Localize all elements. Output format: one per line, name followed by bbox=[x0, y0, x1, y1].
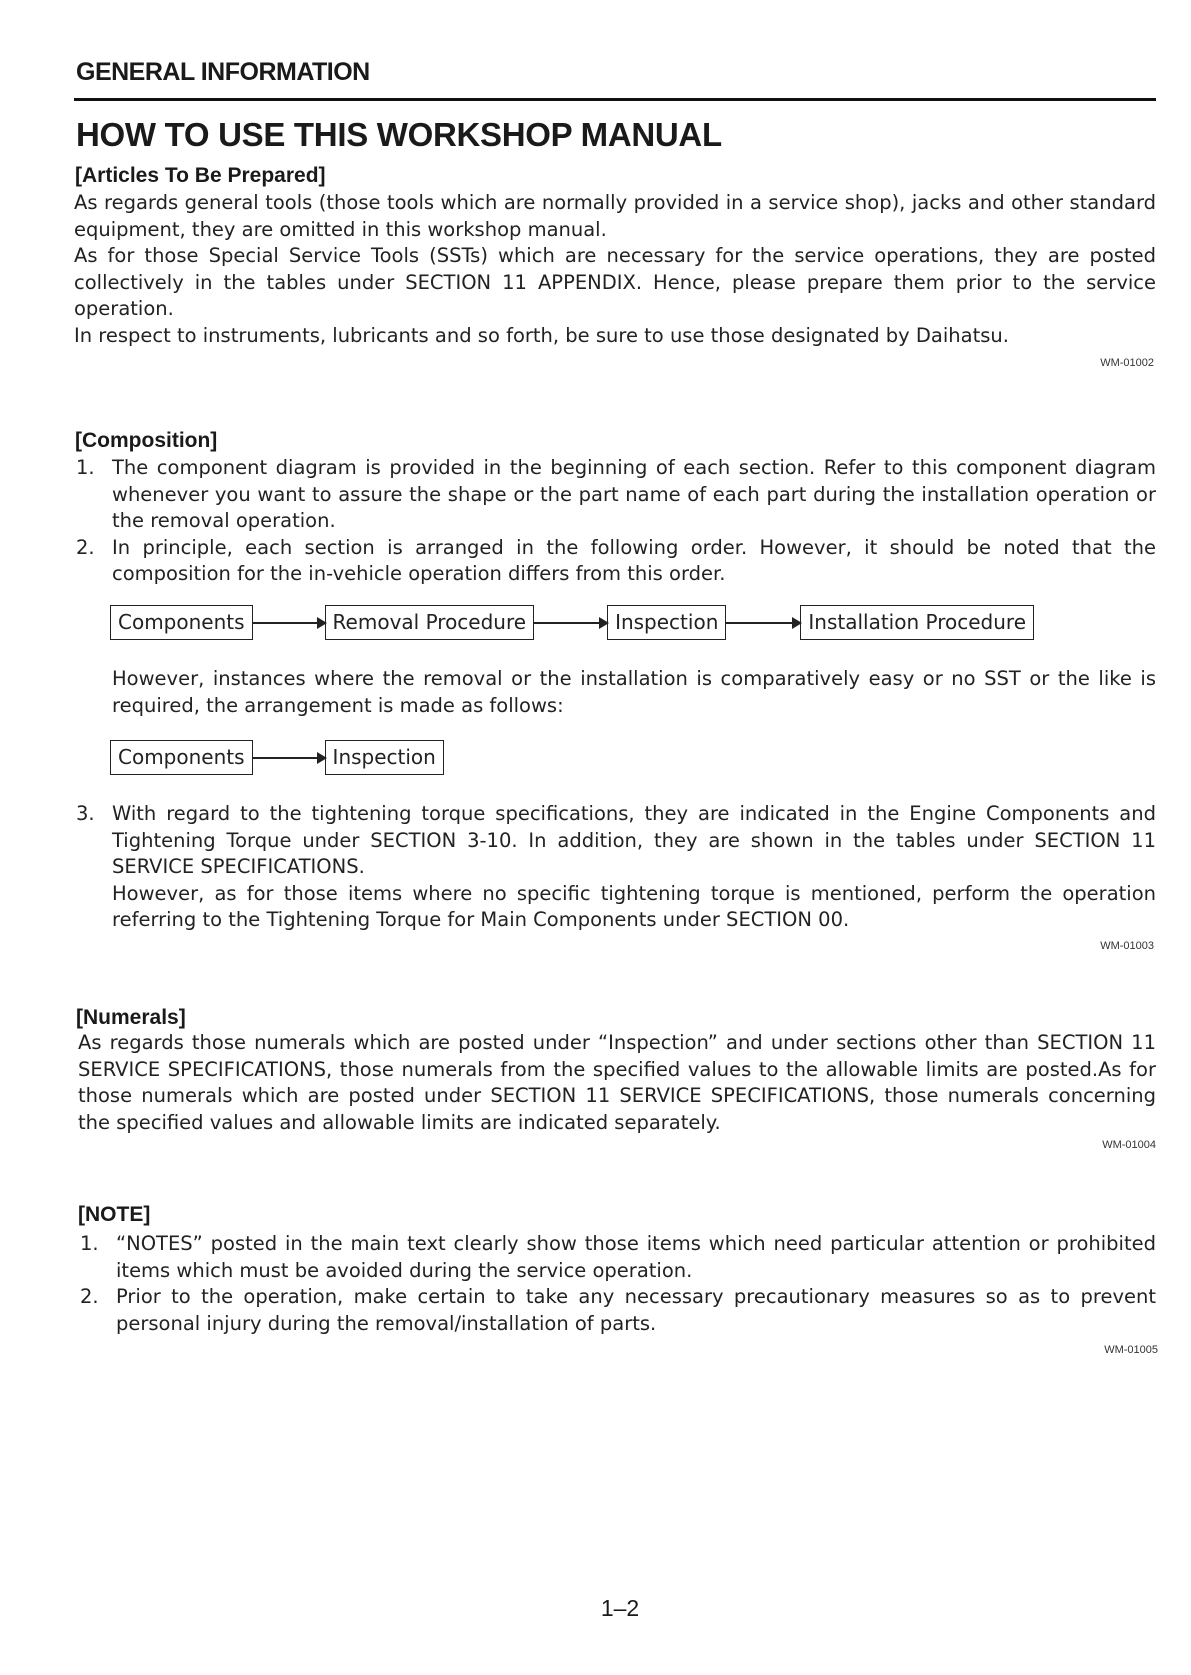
flow-box-components: Components bbox=[110, 740, 253, 775]
flow-box-removal-procedure: Removal Procedure bbox=[325, 605, 535, 640]
reference-code: WM-01005 bbox=[1104, 1344, 1158, 1356]
articles-paragraph: In respect to instruments, lubricants and so forth, be sure to use those designated by Daihatsu. bbox=[74, 323, 1009, 347]
list-item bbox=[76, 801, 1156, 934]
flow-box-components: Components bbox=[110, 605, 253, 640]
flow-arrow-icon bbox=[253, 757, 325, 759]
section-header: GENERAL INFORMATION bbox=[76, 58, 370, 86]
simplified-flow-diagram bbox=[110, 740, 444, 775]
reference-code: WM-01003 bbox=[1100, 940, 1154, 952]
item-text: In principle, each section is arranged in the following order. However, it should be noted that the composition for the in-vehicle operation differs from this order. bbox=[112, 535, 1156, 585]
flow-box-installation-procedure: Installation Procedure bbox=[800, 605, 1034, 640]
list-item bbox=[76, 455, 1156, 535]
item-number: 2. bbox=[80, 1285, 99, 1308]
page-number: 1–2 bbox=[600, 1595, 640, 1621]
reference-code: WM-01004 bbox=[1102, 1139, 1156, 1151]
note-heading: [NOTE] bbox=[78, 1203, 151, 1226]
item-text: With regard to the tightening torque specifications, they are indicated in the Engine Components and Tightening Torque under SECTION 3-10. In addition, they are shown in the tables under SECTION 11 SERVICE SPECIFICATIONS. bbox=[112, 802, 1156, 878]
flow-arrow-icon bbox=[726, 622, 800, 624]
item-text: “NOTES” posted in the main text clearly show those items which need particular attention or prohibited items which must be avoided during the service operation. bbox=[116, 1232, 1156, 1282]
numerals-heading: [Numerals] bbox=[76, 1006, 186, 1029]
list-item bbox=[80, 1284, 1156, 1337]
item-number: 1. bbox=[76, 456, 95, 479]
procedure-flow-diagram bbox=[110, 605, 1034, 640]
articles-body bbox=[74, 190, 1156, 349]
flow-arrow-icon bbox=[253, 622, 325, 624]
articles-paragraph: As regards general tools (those tools which are normally provided in a service shop), jacks and other standard equipment, they are omitted in this workshop manual. bbox=[74, 191, 1156, 241]
list-item bbox=[76, 535, 1156, 588]
arrangement-note: However, instances where the removal or the installation is comparatively easy or no SST or the like is required, the arrangement is made as follows: bbox=[112, 667, 1156, 717]
header-rule bbox=[74, 98, 1156, 101]
flow-box-inspection: Inspection bbox=[607, 605, 726, 640]
composition-list-b bbox=[76, 801, 1156, 934]
composition-list-a bbox=[76, 455, 1156, 588]
item-text-continued: However, as for those items where no specific tightening torque is mentioned, perform the operation referring to the Tightening Torque for Main Components under SECTION 00. bbox=[112, 881, 1156, 931]
item-number: 1. bbox=[80, 1232, 99, 1255]
item-number: 2. bbox=[76, 535, 95, 559]
flow-box-inspection: Inspection bbox=[325, 740, 444, 775]
item-number: 3. bbox=[76, 802, 95, 825]
numerals-body: As regards those numerals which are posted under “Inspection” and under sections other than SECTION 11 SERVICE SPECIFICATIONS, those numerals from the specified values to the allowable limits are posted.As for those numerals which are posted under SECTION 11 SERVICE SPECIFICATIONS, those numerals concerning the specified values and allowable limits are indicated separately. bbox=[78, 1031, 1156, 1134]
note-list bbox=[80, 1231, 1156, 1337]
item-text: The component diagram is provided in the beginning of each section. Refer to this component diagram whenever you want to assure the shape or the part name of each part during the installation operation or the removal operation. bbox=[112, 456, 1156, 532]
item-text: Prior to the operation, make certain to take any necessary precautionary measures so as to prevent personal injury during the removal/installation of parts. bbox=[116, 1285, 1156, 1335]
reference-code: WM-01002 bbox=[1100, 357, 1154, 369]
flow-arrow-icon bbox=[534, 622, 607, 624]
articles-paragraph: As for those Special Service Tools (SSTs) which are necessary for the service operations, they are posted collectively in the tables under SECTION 11 APPENDIX. Hence, please prepare them prior to the service operation. bbox=[74, 244, 1156, 320]
list-item bbox=[80, 1231, 1156, 1284]
articles-heading: [Articles To Be Prepared] bbox=[75, 164, 326, 187]
composition-heading: [Composition] bbox=[75, 429, 218, 452]
page-title: HOW TO USE THIS WORKSHOP MANUAL bbox=[76, 116, 722, 153]
